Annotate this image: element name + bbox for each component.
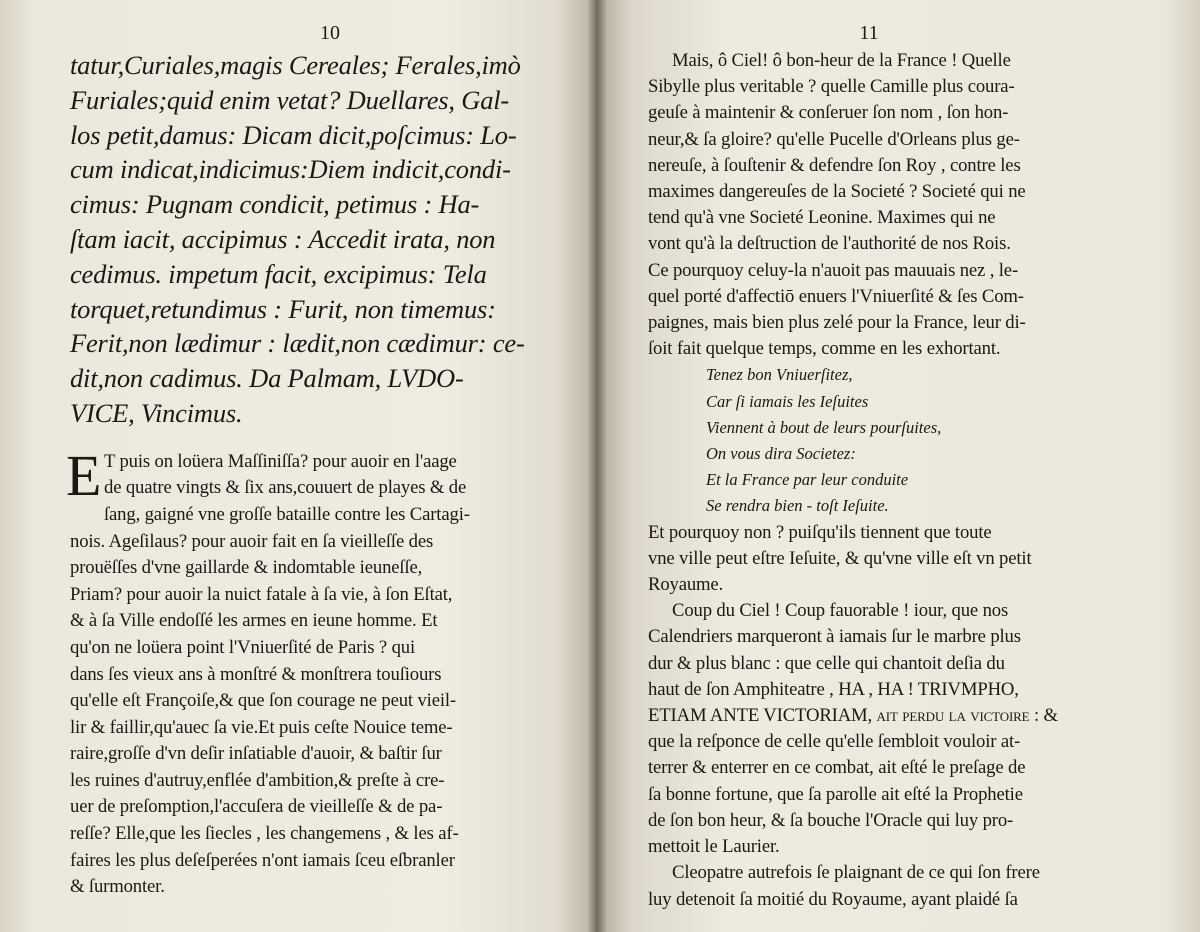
french-line: qu'on ne loüera point l'Vniuerſité de Paris ? qui — [70, 636, 416, 658]
french-line: les ruines d'autruy,enflée d'ambition,& preſte à cre- — [70, 769, 445, 791]
paragraph-pourquoy — [648, 520, 1120, 599]
latin-line: tatur,Curiales,magis Cereales; Ferales,imò — [70, 50, 521, 80]
french-line: uer de preſomption,l'accuſera de vieilleſſe & de pa- — [70, 796, 443, 818]
paragraph-coup-du-ciel — [648, 598, 1120, 860]
french-line: & à ſa Ville endoſſé les armes en ieune homme. Et — [70, 610, 438, 632]
text-line: Calendriers marqueront à iamais ſur le marbre plus — [648, 626, 1021, 648]
text-line: nereuſe, à ſouſtenir & defendre ſon Roy , contre les — [648, 154, 1021, 176]
text-line: mettoit le Laurier. — [648, 836, 780, 858]
french-line: de quatre vingts & ſix ans,couuert de playes & de — [104, 477, 467, 499]
french-line: raire,groſſe d'vn deſir inſatiable d'auoir, & baſtir ſur — [70, 743, 442, 765]
french-line: lir & faillir,qu'auec ſa vie.Et puis ceſte Nouice teme- — [70, 716, 453, 738]
text-line: que la reſponce de celle qu'elle ſembloit vouloir at- — [648, 731, 1021, 753]
latin-line: VICE, Vincimus. — [70, 397, 243, 428]
text-line: geuſe à maintenir & conſeruer ſon nom , ſon hon- — [648, 102, 1009, 124]
verse-line: Viennent à bout de leurs pourſuites, — [706, 417, 942, 437]
latin-line: dit,non cadimus. Da Palmam, LVDO- — [70, 363, 464, 394]
text-line: Cleopatre autrefois ſe plaignant de ce qui ſon frere — [672, 862, 1040, 884]
french-line: nois. Ageſilaus? pour auoir fait en ſa vieilleſſe des — [70, 530, 434, 552]
text-line: quel porté d'affectiō enuers l'Vniuerſité & ſes Com- — [648, 285, 1024, 307]
french-passage — [66, 442, 550, 901]
drop-cap: E — [66, 442, 102, 508]
text-line: Coup du Ciel ! Coup fauorable ! iour, que nos — [672, 600, 1009, 622]
text-line: Mais, ô Ciel! ô bon-heur de la France ! Quelle — [672, 50, 1011, 71]
latin-line: cimus: Pugnam condicit, petimus : Ha- — [70, 189, 480, 220]
latin-passage — [70, 48, 550, 431]
right-page-number: 11 — [859, 22, 879, 44]
text-line: dur & plus blanc : que celle qui chantoit deſia du — [648, 652, 1005, 674]
right-page — [596, 0, 1200, 932]
text-line: neur,& ſa gloire? qu'elle Pucelle d'Orleans plus ge- — [648, 128, 1020, 150]
verse-line: Et la France par leur conduite — [706, 470, 909, 490]
french-line: Priam? pour auoir la nuict fatale à ſa vie, à ſon Eſtat, — [70, 583, 453, 605]
french-line: qu'elle eſt Françoiſe,& que ſon courage ne peut vieil- — [70, 690, 457, 712]
text-line: ETIAM ANTE VICTORIAM, ait perdu la victoire : & — [648, 705, 1058, 727]
left-page — [0, 0, 596, 932]
latin-line: cum indicat,indicimus:Diem indicit,condi- — [70, 154, 511, 185]
verse-line: Car ſi iamais les Ieſuites — [706, 391, 869, 411]
verse-line: On vous dira Societez: — [706, 444, 856, 464]
text-line: terrer & enterrer en ce combat, ait eſté le preſage de — [648, 757, 1026, 779]
paragraph-sibylle — [648, 48, 1120, 362]
latin-line: los petit,damus: Dicam dicit,poſcimus: Lo- — [70, 119, 517, 150]
french-line: & ſurmonter. — [70, 876, 165, 898]
text-line: vont qu'à la deſtruction de l'authorité de nos Rois. — [648, 233, 1011, 255]
text-line: Royaume. — [648, 574, 724, 596]
text-line: Sibylle plus veritable ? quelle Camille plus coura- — [648, 76, 1015, 98]
french-line: T puis on loüera Maſſiniſſa? pour auoir en l'aage — [104, 450, 457, 472]
text-line: Et pourquoy non ? puiſqu'ils tiennent que toute — [648, 521, 992, 543]
text-line: maximes dangereuſes de la Societé ? Societé qui ne — [648, 181, 1026, 203]
latin-line: cedimus. impetum facit, excipimus: Tela — [70, 258, 487, 289]
verse-line: Se rendra bien - toſt Ieſuite. — [706, 496, 889, 516]
text-line: paignes, mais bien plus zelé pour la France, leur di- — [648, 312, 1026, 334]
french-line: faires les plus deſeſperées n'ont iamais ſceu eſbranler — [70, 849, 455, 871]
latin-line: torquet,retundimus : Furit, non timemus: — [70, 293, 496, 324]
latin-line: Furiales;quid enim vetat? Duellares, Gal- — [70, 84, 510, 115]
verse-line: Tenez bon Vniuerſitez, — [706, 365, 853, 385]
french-line: dans ſes vieux ans à monſtré & monſtrera touſiours — [70, 663, 442, 685]
text-line: de ſon bon heur, & ſa bouche l'Oracle qui luy pro- — [648, 809, 1014, 831]
book-gutter-shadow — [588, 0, 606, 932]
text-line: tend qu'à vne Societé Leonine. Maximes qui ne — [648, 207, 996, 229]
french-line: ſang, gaigné vne groſſe bataille contre les Cartagi- — [104, 503, 470, 525]
text-line: ſoit fait quelque temps, comme en les exhortant. — [648, 338, 1001, 360]
text-line: haut de ſon Amphiteatre , HA , HA ! TRIVMPHO, — [648, 678, 1019, 700]
latin-line: Ferit,non lædimur : lædit,non cædimur: ce- — [70, 328, 525, 359]
text-line: luy detenoit ſa moitié du Royaume, ayant plaidé ſa — [648, 888, 1018, 910]
text-line: Ce pourquoy celuy-la n'auoit pas mauuais nez , le- — [648, 259, 1019, 281]
french-line: reſſe? Elle,que les ſiecles , les changemens , & les af- — [70, 823, 459, 845]
french-line: prouëſſes d'vne gaillarde & indomtable ieuneſſe, — [70, 557, 423, 579]
text-line: vne ville peut eſtre Ieſuite, & qu'vne ville eſt vn petit — [648, 547, 1032, 569]
text-line: ſa bonne fortune, que ſa parolle ait eſté la Prophetie — [648, 783, 1023, 805]
verse-block — [648, 362, 1120, 519]
latin-line: ſtam iacit, accipimus : Accedit irata, non — [70, 223, 496, 254]
paragraph-cleopatre — [648, 860, 1120, 912]
left-page-number: 10 — [320, 22, 340, 44]
